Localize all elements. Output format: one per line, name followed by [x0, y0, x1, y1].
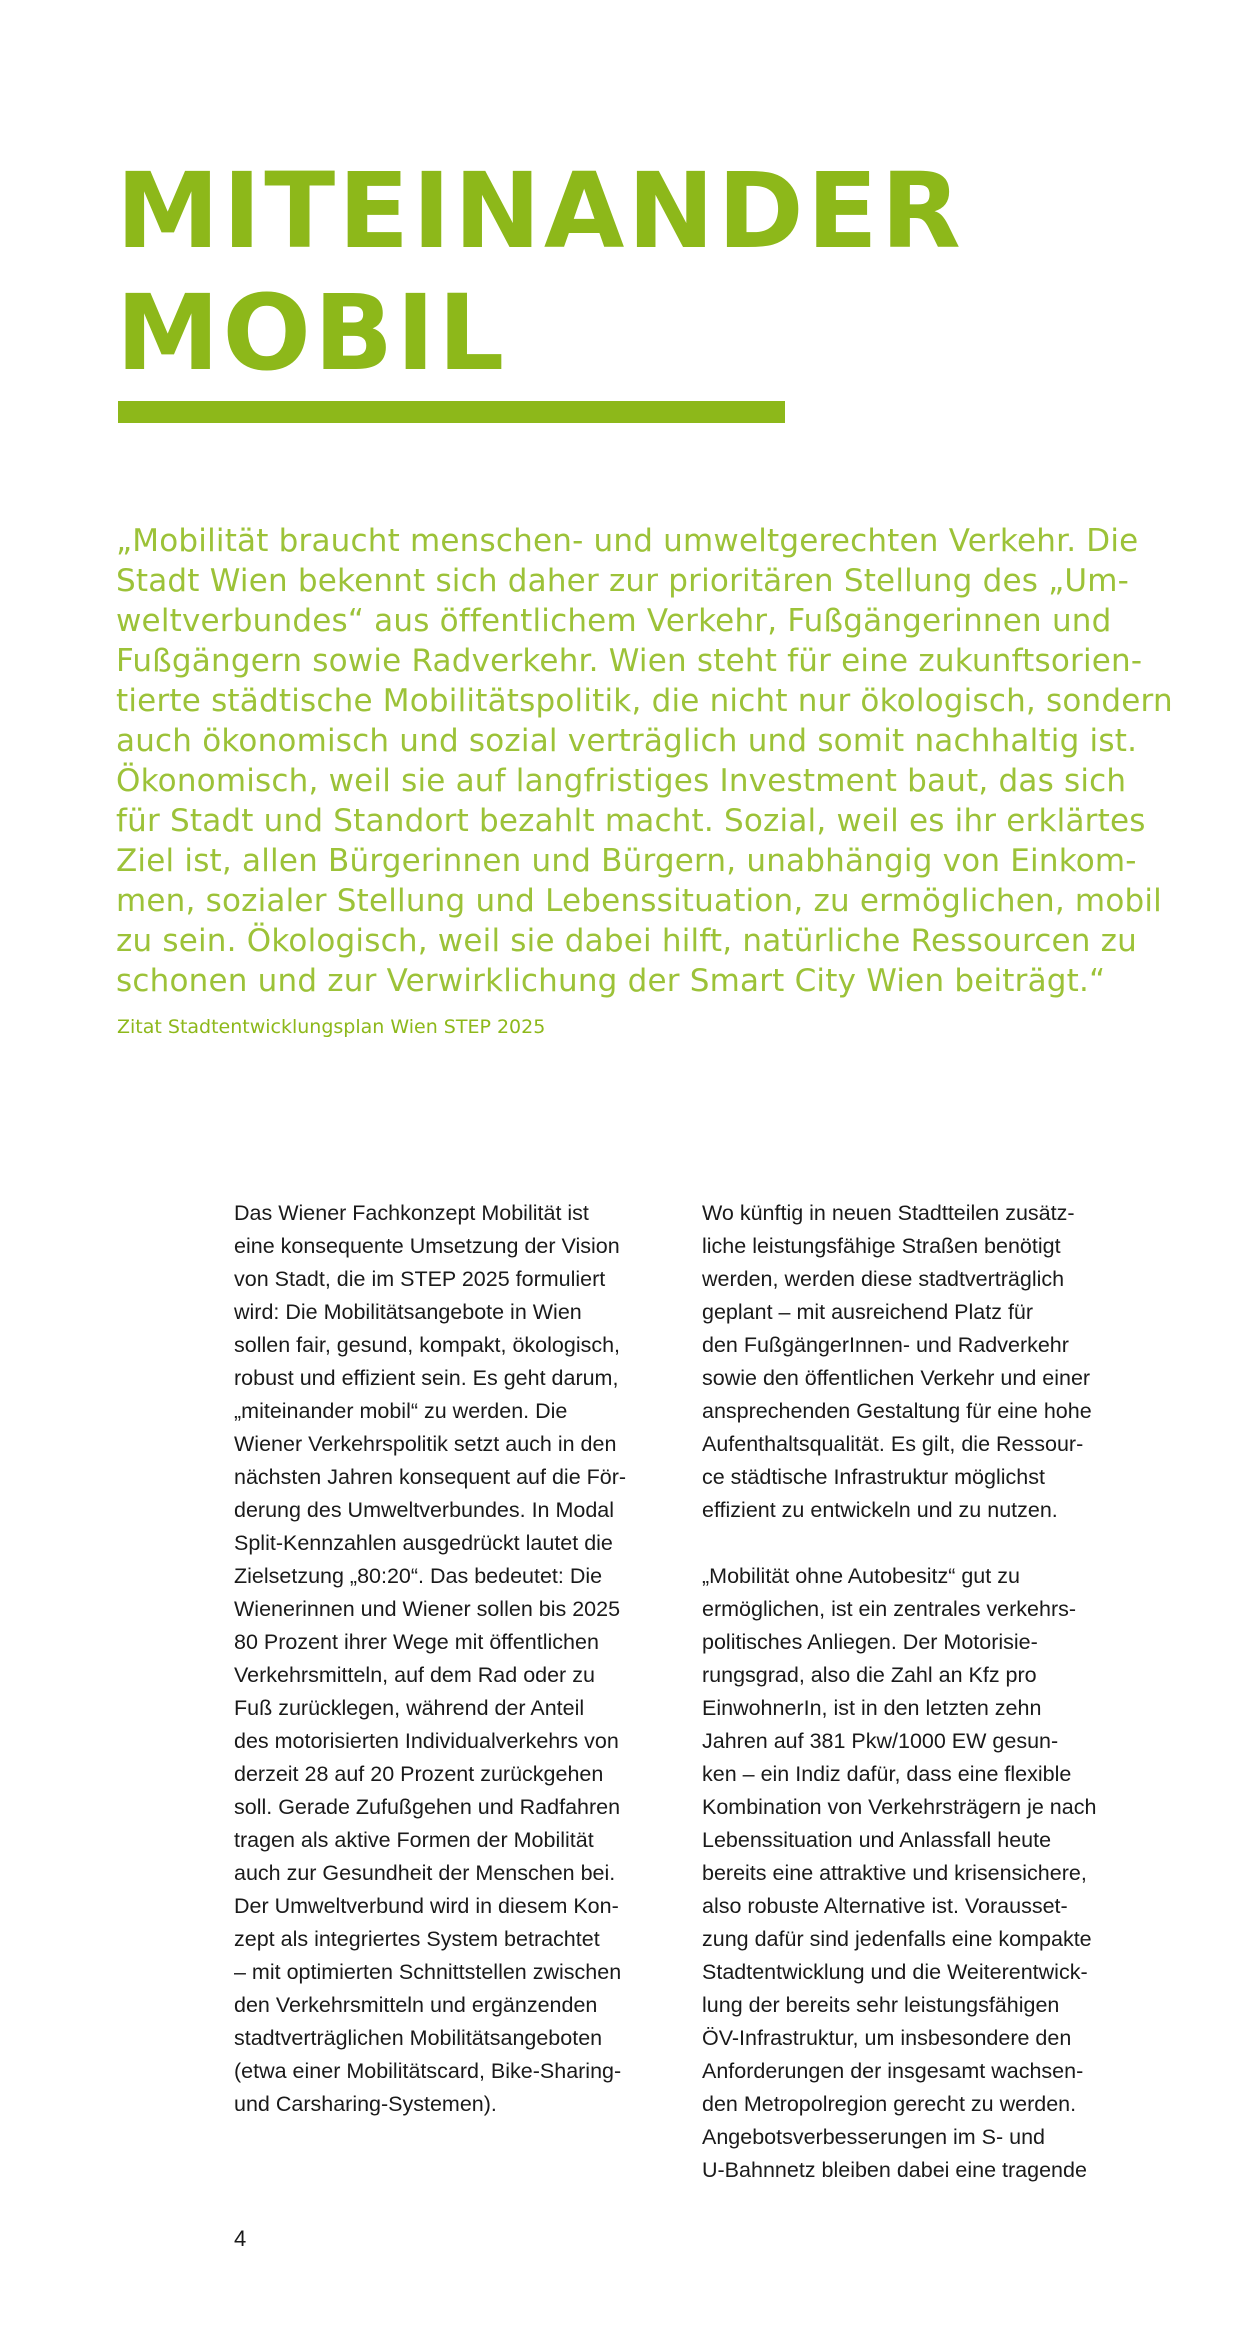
body-line: Das Wiener Fachkonzept Mobilität ist — [234, 1201, 589, 1225]
body-line: ÖV-Infrastruktur, um insbesondere den — [702, 2026, 1072, 2050]
body-line: zung dafür sind jedenfalls eine kompakte — [702, 1927, 1092, 1951]
title-line-2: MOBIL — [116, 272, 508, 394]
quote-line: für Stadt und Standort bezahlt macht. Sozial, weil es ihr erklärtes — [116, 803, 1146, 839]
body-line: tragen als aktive Formen der Mobilität — [234, 1828, 594, 1852]
body-line: eine konsequente Umsetzung der Vision — [234, 1234, 620, 1258]
body-line: von Stadt, die im STEP 2025 formuliert — [234, 1267, 606, 1291]
body-line: ermöglichen, ist ein zentrales verkehrs- — [702, 1597, 1077, 1621]
body-line: Lebenssituation und Anlassfall heute — [702, 1828, 1052, 1852]
body-line: soll. Gerade Zufußgehen und Radfahren — [234, 1795, 621, 1819]
quote-line: tierte städtische Mobilitätspolitik, die nicht nur ökologisch, sondern — [116, 683, 1173, 719]
body-line: Split-Kennzahlen ausgedrückt lautet die — [234, 1531, 613, 1555]
body-line: auch zur Gesundheit der Menschen bei. — [234, 1861, 616, 1885]
body-line: Wiener Verkehrspolitik setzt auch in den — [234, 1432, 617, 1456]
body-line: also robuste Alternative ist. Vorausset- — [702, 1894, 1068, 1918]
quote-line: men, sozialer Stellung und Lebenssituation, zu ermöglichen, mobil — [116, 883, 1162, 919]
quote-line: „Mobilität braucht menschen- und umweltgerechten Verkehr. Die — [116, 523, 1139, 559]
body-line: wird: Die Mobilitätsangebote in Wien — [234, 1300, 582, 1324]
body-line: ansprechenden Gestaltung für eine hohe — [702, 1399, 1092, 1423]
body-line: 80 Prozent ihrer Wege mit öffentlichen — [234, 1630, 599, 1654]
body-line: zept als integriertes System betrachtet — [234, 1927, 600, 1951]
quote-line: schonen und zur Verwirklichung der Smart City Wien beiträgt.“ — [116, 963, 1106, 999]
body-line: den FußgängerInnen- und Radverkehr — [702, 1333, 1069, 1357]
quote-line: Ökonomisch, weil sie auf langfristiges Investment baut, das sich — [116, 763, 1127, 799]
body-line: (etwa einer Mobilitätscard, Bike-Sharing- — [234, 2059, 622, 2083]
body-line: „Mobilität ohne Autobesitz“ gut zu — [702, 1564, 1020, 1588]
title-line-1: MITEINANDER — [116, 150, 964, 272]
body-line: werden, werden diese stadtverträglich — [702, 1267, 1065, 1291]
quote-line: Fußgängern sowie Radverkehr. Wien steht für eine zukunftsorien- — [116, 643, 1143, 679]
body-line: Angebotsverbesserungen im S- und — [702, 2125, 1046, 2149]
body-line: des motorisierten Individualverkehrs von — [234, 1729, 619, 1753]
body-line: robust und effizient sein. Es geht darum, — [234, 1366, 619, 1390]
quote-line: zu sein. Ökologisch, weil sie dabei hilft, natürliche Ressourcen zu — [116, 923, 1137, 959]
body-line: Der Umweltverbund wird in diesem Kon- — [234, 1894, 619, 1918]
body-line: Verkehrsmitteln, auf dem Rad oder zu — [234, 1663, 595, 1687]
pull-quote — [116, 521, 1173, 1001]
body-line: stadtverträglichen Mobilitätsangeboten — [234, 2026, 603, 2050]
body-line: sowie den öffentlichen Verkehr und einer — [702, 1366, 1091, 1390]
body-line: EinwohnerIn, ist in den letzten zehn — [702, 1696, 1042, 1720]
body-line: Jahren auf 381 Pkw/1000 EW gesun- — [702, 1729, 1059, 1753]
body-column-right — [702, 1197, 1152, 2187]
quote-source: Zitat Stadtentwicklungsplan Wien STEP 2025 — [117, 1016, 546, 1038]
body-line: Stadtentwicklung und die Weiterentwick- — [702, 1960, 1088, 1984]
quote-line: Stadt Wien bekennt sich daher zur prioritären Stellung des „Um- — [116, 563, 1130, 599]
body-line: nächsten Jahren konsequent auf die För- — [234, 1465, 627, 1489]
quote-line: auch ökonomisch und sozial verträglich und somit nachhaltig ist. — [116, 723, 1138, 759]
body-line: derung des Umweltverbundes. In Modal — [234, 1498, 615, 1522]
quote-line: weltverbundes“ aus öffentlichem Verkehr, Fußgängerinnen und — [116, 603, 1112, 639]
body-line: ken – ein Indiz dafür, dass eine flexible — [702, 1762, 1072, 1786]
paragraph-gap — [702, 1527, 1152, 1560]
quote-line: Ziel ist, allen Bürgerinnen und Bürgern, unabhängig von Einkom- — [116, 843, 1137, 879]
body-line: lung der bereits sehr leistungsfähigen — [702, 1993, 1060, 2017]
body-column-left — [234, 1197, 674, 2121]
body-line: U-Bahnnetz bleiben dabei eine tragende — [702, 2158, 1087, 2182]
body-line: Fuß zurücklegen, während der Anteil — [234, 1696, 585, 1720]
body-line: politisches Anliegen. Der Motorisie- — [702, 1630, 1038, 1654]
body-line: Kombination von Verkehrsträgern je nach — [702, 1795, 1097, 1819]
page-number: 4 — [234, 2226, 247, 2251]
body-line: rungsgrad, also die Zahl an Kfz pro — [702, 1663, 1037, 1687]
body-line: Wienerinnen und Wiener sollen bis 2025 — [234, 1597, 621, 1621]
body-line: und Carsharing-Systemen). — [234, 2092, 497, 2116]
page-title — [116, 150, 964, 394]
body-line: derzeit 28 auf 20 Prozent zurückgehen — [234, 1762, 604, 1786]
body-line: den Verkehrsmitteln und ergänzenden — [234, 1993, 598, 2017]
body-line: den Metropolregion gerecht zu werden. — [702, 2092, 1077, 2116]
body-line: Anforderungen der insgesamt wachsen- — [702, 2059, 1084, 2083]
body-line: ce städtische Infrastruktur möglichst — [702, 1465, 1045, 1489]
body-line: – mit optimierten Schnittstellen zwischen — [234, 1960, 622, 1984]
title-underline-bar — [118, 401, 785, 423]
body-line: Zielsetzung „80:20“. Das bedeutet: Die — [234, 1564, 603, 1588]
body-line: liche leistungsfähige Straßen benötigt — [702, 1234, 1061, 1258]
body-line: „miteinander mobil“ zu werden. Die — [234, 1399, 568, 1423]
body-line: geplant – mit ausreichend Platz für — [702, 1300, 1034, 1324]
body-line: effizient zu entwickeln und zu nutzen. — [702, 1498, 1058, 1522]
body-line: Aufenthaltsqualität. Es gilt, die Ressour- — [702, 1432, 1084, 1456]
body-line: bereits eine attraktive und krisensichere, — [702, 1861, 1087, 1885]
body-line: sollen fair, gesund, kompakt, ökologisch, — [234, 1333, 621, 1357]
body-line: Wo künftig in neuen Stadtteilen zusätz- — [702, 1201, 1075, 1225]
